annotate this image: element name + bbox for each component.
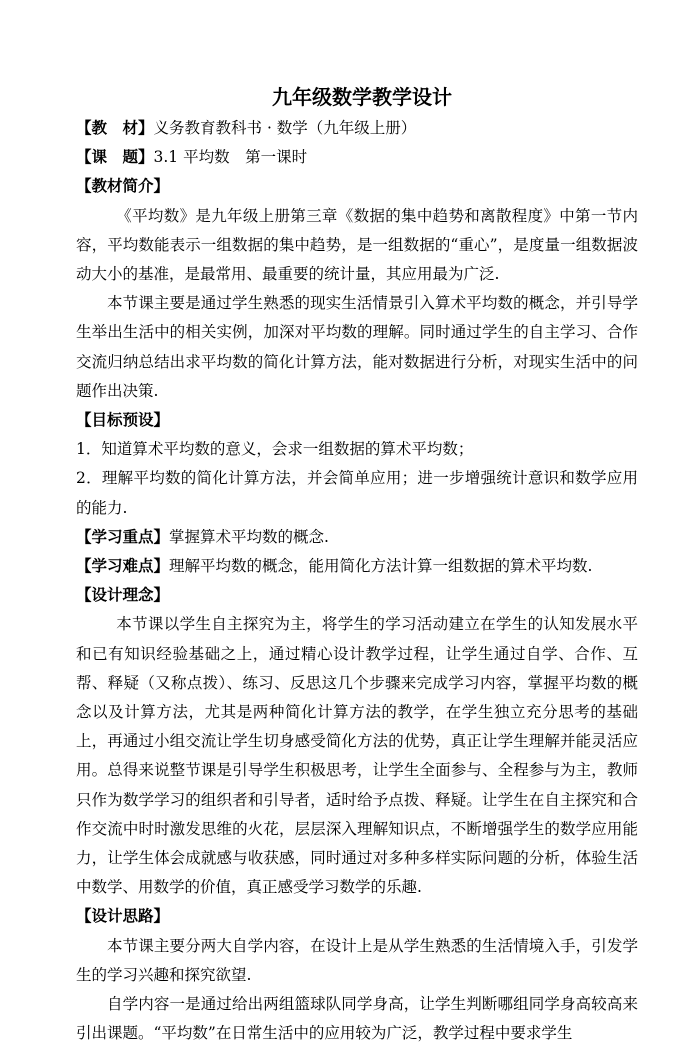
approach-paragraph-1: 本节课主要分两大自学内容，在设计上是从学生熟悉的生活情境入手，引发学生的学习兴趣和探究欲望.	[76, 936, 638, 984]
lesson-label: 【课 题】	[76, 148, 154, 167]
intro-heading: 【教材简介】	[76, 177, 170, 196]
difficulty-label: 【学习难点】	[76, 557, 170, 576]
textbook-value: 义务教育教科书 · 数学（九年级上册）	[153, 119, 417, 137]
approach-heading: 【设计思路】	[76, 907, 170, 926]
goal-item-2: 2．理解平均数的简化计算方法，并会简单应用；进一步增强统计意识和数学应用的能力.	[76, 469, 638, 517]
textbook-label: 【教 材】	[76, 119, 154, 137]
page-title: 九年级数学教学设计	[272, 85, 452, 109]
key-point-row	[76, 523, 638, 552]
intro-paragraph-2: 本节课主要是通过学生熟悉的现实生活情景引入算术平均数的概念，并引导学生举出生活中的相关实例，加深对平均数的理解。同时通过学生的自主学习、合作交流归纳总结出求平均数的简化计算方法，能对数据进行分析，对现实生活中的问题作出决策.	[76, 294, 638, 400]
key-point-label: 【学习重点】	[76, 527, 170, 546]
difficulty-row	[76, 552, 638, 581]
difficulty-value: 理解平均数的概念，能用简化方法计算一组数据的算术平均数.	[169, 557, 593, 576]
key-point-value: 掌握算术平均数的概念.	[169, 527, 329, 546]
lesson-value: 3.1 平均数 第一课时	[153, 148, 308, 167]
lesson-row	[76, 143, 638, 172]
intro-paragraph-1: 《平均数》是九年级上册第三章《数据的集中趋势和离散程度》中第一节内容，平均数能表示一组数据的集中趋势，是一组数据的“重心”，是度量一组数据波动大小的基准，是最常用、最重要的统计量，其应用最为广泛.	[76, 206, 638, 284]
goal-item-1: 1．知道算术平均数的意义，会求一组数据的算术平均数；	[76, 440, 474, 459]
philosophy-paragraph: 本节课以学生自主探究为主，将学生的学习活动建立在学生的认知发展水平和已有知识经验基础之上，通过精心设计教学过程，让学生通过自学、合作、互帮、释疑（又称点拨）、练习、反思这几个步骤来完成学习内容，掌握平均数的概念以及计算方法，尤其是两种简化计算方法的教学，在学生独立充分思考的基础上，再通过小组交流让学生切身感受简化方法的优势，真正让学生理解并能灵活应用。总得来说整节课是引导学生积极思考，让学生全面参与、全程参与为主，教师只作为数学学习的组织者和引导者，适时给予点拨、释疑。让学生在自主探究和合作交流中时时激发思维的火花，层层深入理解知识点，不断增强学生的数学应用能力，让学生体会成就感与收获感，同时通过对多种多样实际问题的分析，体验生活中数学、用数学的价值，真正感受学习数学的乐趣.	[76, 615, 638, 897]
goals-heading: 【目标预设】	[76, 411, 170, 430]
approach-paragraph-2: 自学内容一是通过给出两组篮球队同学身高，让学生判断哪组同学身高较高来引出课题。“平均数”在日常生活中的应用较为广泛，教学过程中要求学生	[76, 995, 638, 1043]
philosophy-heading: 【设计理念】	[76, 586, 170, 605]
textbook-row	[76, 114, 638, 143]
